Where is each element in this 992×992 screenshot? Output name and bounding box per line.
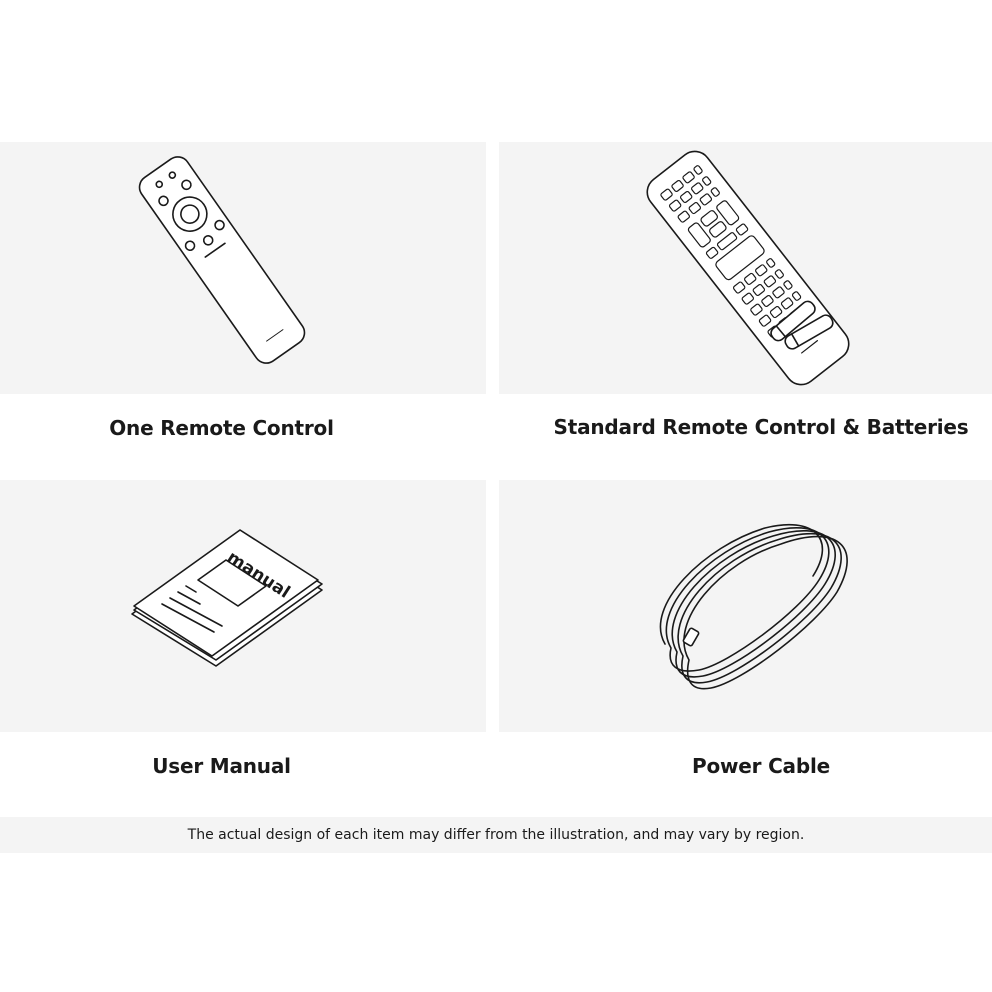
- one-remote-control-icon: [0, 142, 486, 394]
- power-cable-panel: [499, 480, 992, 732]
- power-cable-label: Power Cable: [692, 754, 830, 778]
- standard-remote-label: Standard Remote Control & Batteries: [553, 415, 969, 439]
- standard-remote-panel: [499, 142, 992, 394]
- user-manual-panel: [0, 480, 486, 732]
- user-manual-label: User Manual: [152, 754, 291, 778]
- standard-remote-batteries-icon: [499, 142, 992, 394]
- disclaimer-bar: [0, 817, 992, 853]
- one-remote-panel: [0, 142, 486, 394]
- one-remote-label: One Remote Control: [109, 416, 334, 440]
- manual-cover-text: manual: [223, 547, 294, 603]
- power-cable-icon: [499, 480, 992, 732]
- disclaimer-text: The actual design of each item may differ from the illustration, and may vary by region.: [187, 827, 805, 843]
- user-manual-icon: [0, 480, 486, 732]
